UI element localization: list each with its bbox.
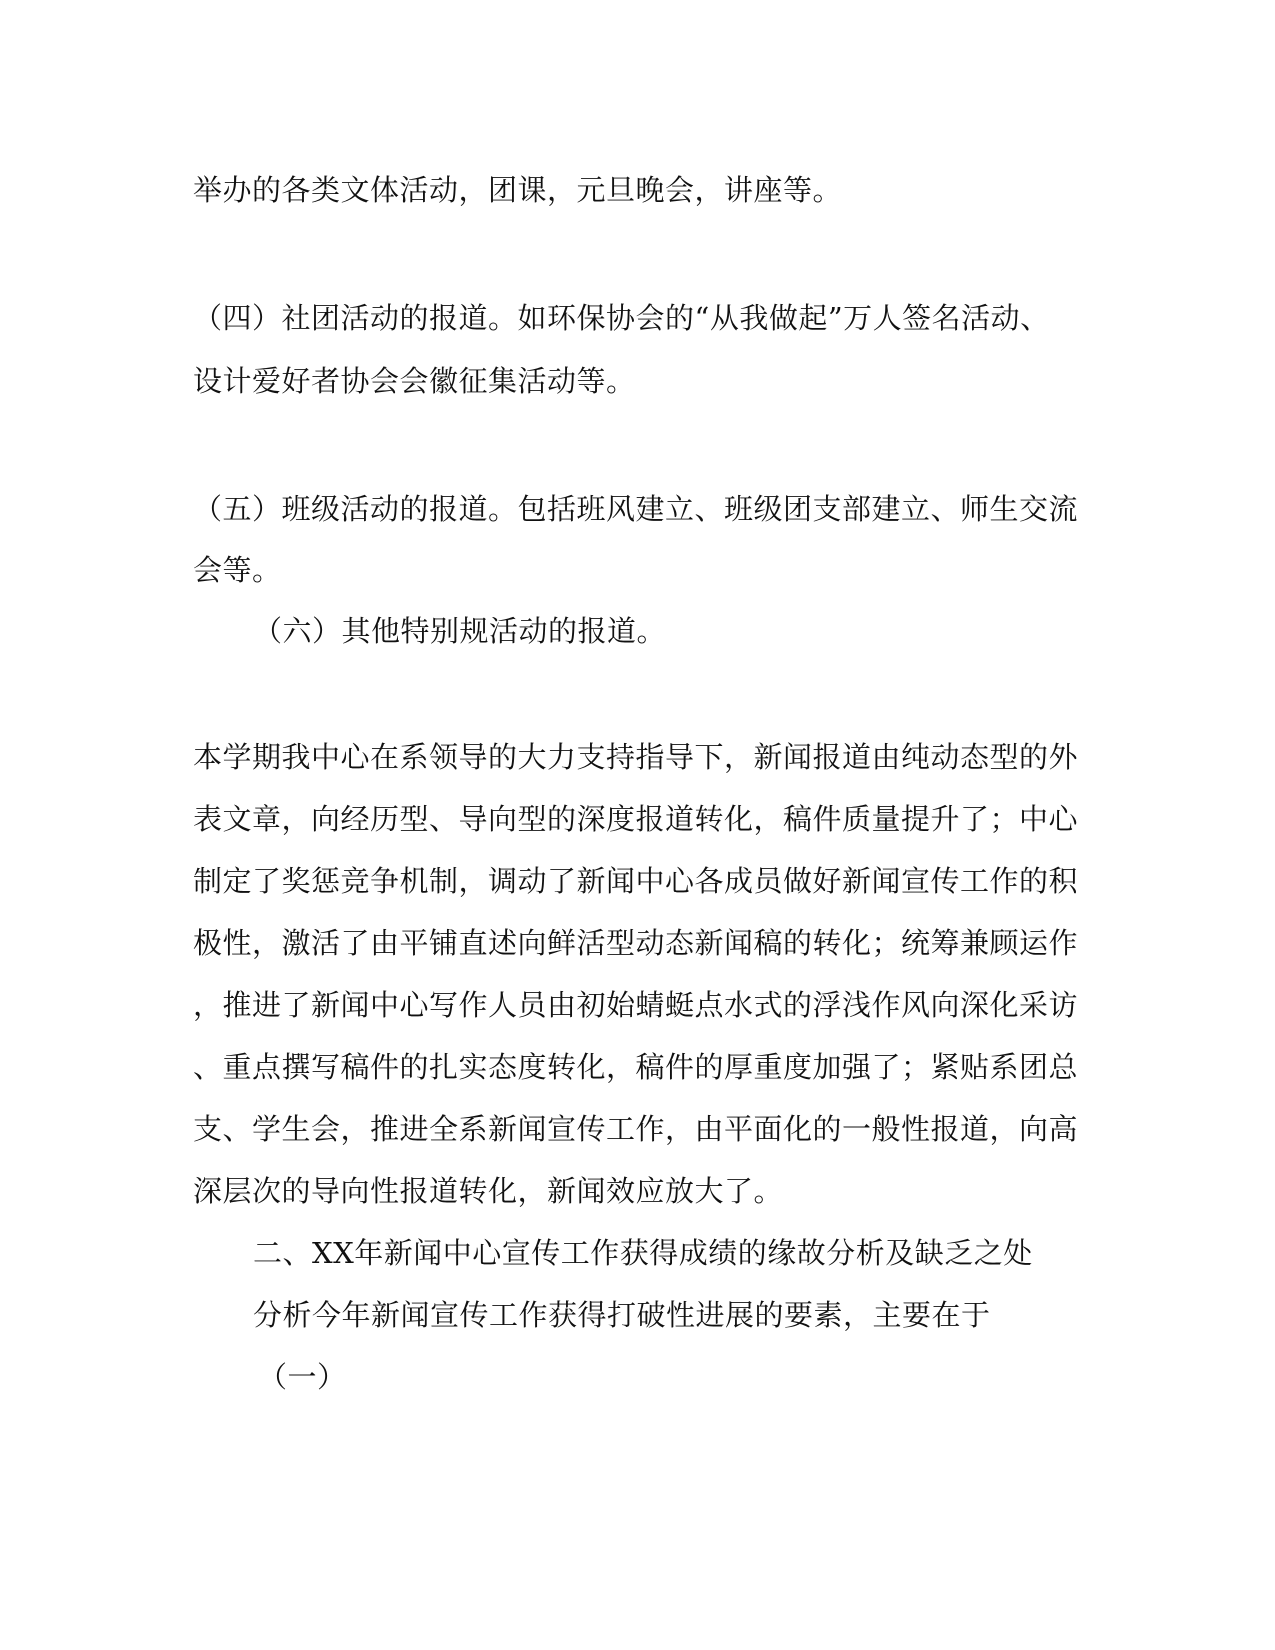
text-line-1: 举办的各类文体活动，团课，元旦晚会，讲座等。 (193, 173, 843, 207)
text-line-7: 本学期我中心在系领导的大力支持指导下，新闻报道由纯动态型的外 (193, 740, 1079, 774)
text-line-8: 表文章，向经历型、导向型的深度报道转化，稿件质量提升了；中心 (193, 802, 1079, 836)
text-line-17: （一） (258, 1360, 347, 1394)
text-line-12: 、重点撰写稿件的扎实态度转化，稿件的厚重度加强了；紧贴系团总 (193, 1050, 1079, 1084)
text-line-3: 设计爱好者协会会徽征集活动等。 (193, 364, 636, 398)
text-line-6: （六）其他特别规活动的报道。 (253, 614, 667, 648)
text-line-16: 分析今年新闻宣传工作获得打破性进展的要素，主要在于 (253, 1298, 991, 1332)
text-line-11: ，推进了新闻中心写作人员由初始蜻蜓点水式的浮浅作风向深化采访 (193, 988, 1079, 1022)
text-line-9: 制定了奖惩竞争机制，调动了新闻中心各成员做好新闻宣传工作的积 (193, 864, 1079, 898)
text-line-14: 深层次的导向性报道转化，新闻效应放大了。 (193, 1174, 784, 1208)
text-line-10: 极性，激活了由平铺直述向鲜活型动态新闻稿的转化；统筹兼顾运作 (193, 926, 1079, 960)
text-line-5: 会等。 (193, 553, 282, 587)
section-heading: 二、XX年新闻中心宣传工作获得成绩的缘故分析及缺乏之处 (253, 1236, 1033, 1270)
text-line-2: （四）社团活动的报道。如环保协会的“从我做起”万人签名活动、 (193, 301, 1050, 335)
text-line-4: （五）班级活动的报道。包括班风建立、班级团支部建立、师生交流 (193, 492, 1079, 526)
text-line-13: 支、学生会，推进全系新闻宣传工作，由平面化的一般性报道，向高 (193, 1112, 1079, 1146)
